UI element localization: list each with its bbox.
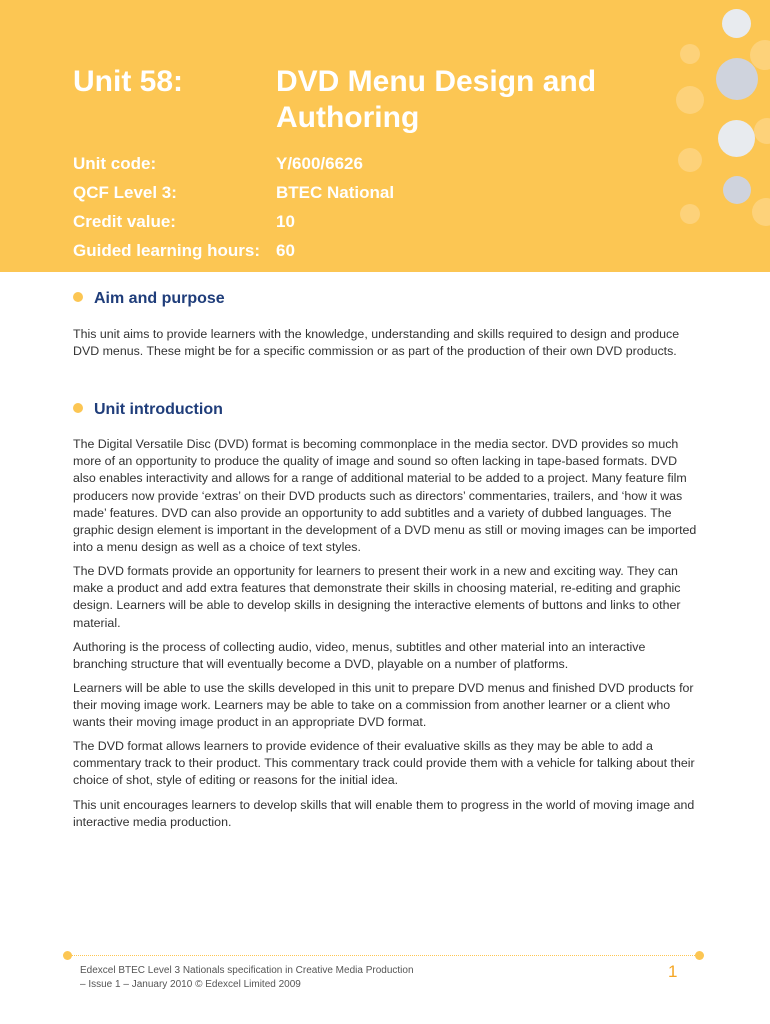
unit-code-row — [73, 153, 363, 175]
unit-label: Unit 58: — [73, 65, 184, 98]
aim-paragraph: This unit aims to provide learners with the knowledge, understanding and skills required to design and produce DVD menus. These might be for a specific commission or as part of the production of their own DVD products. — [73, 327, 680, 359]
intro-paragraph: Learners will be able to use the skills developed in this unit to prepare DVD menus and finished DVD products for their moving image work. Learners may be able to take on a commission from another learner or a client who wants their moving image product in an appropriate DVD format. — [73, 681, 694, 730]
info-label: Unit code: — [73, 154, 157, 173]
page-number: 1 — [668, 962, 678, 981]
header-band — [0, 0, 770, 272]
intro-paragraph: The DVD format allows learners to provide evidence of their evaluative skills as they may be able to add a commentary track to their product. This commentary track could provide them with a vehicle for talking about their choice of shot, style of editing or reasons for the initial idea. — [73, 739, 695, 788]
info-label: Guided learning hours: — [73, 241, 261, 260]
info-value: 60 — [276, 241, 295, 260]
decorative-circle — [716, 58, 758, 100]
decorative-circle — [722, 9, 751, 38]
intro-paragraph: This unit encourages learners to develop skills that will enable them to progress in the world of moving image and interactive media production. — [73, 798, 695, 830]
intro-paragraph: The DVD formats provide an opportunity for learners to present their work in a new and exciting way. They can make a product and add extra features that demonstrate their skills in choosing material, re-editing and graphic design. Learners will be able to develop skills in designing the interactive elements of buttons and links to other material. — [73, 564, 681, 630]
footer-citation — [80, 964, 414, 992]
info-value: 10 — [276, 212, 295, 231]
footer-divider — [67, 955, 699, 956]
intro-heading: Unit introduction — [73, 400, 223, 420]
guided-learning-hours-row — [73, 240, 295, 262]
intro-paragraph: Authoring is the process of collecting audio, video, menus, subtitles and other material into an interactive branching structure that will eventually become a DVD, playable on a number of platforms. — [73, 640, 646, 672]
decorative-circle — [754, 118, 770, 144]
decorative-circle — [678, 148, 702, 172]
footer-line-1: Edexcel BTEC Level 3 Nationals specification in Creative Media Production — [80, 965, 414, 976]
aim-heading: Aim and purpose — [73, 289, 225, 309]
intro-paragraph: The Digital Versatile Disc (DVD) format is becoming commonplace in the media sector. DVD provides so much more of an opportunity to produce the quality of image and sound so often lacking in tape-based formats. DVD also enables interactivity and allows for a range of additional material to be added to a project. Many feature film producers now provide ‘extras’ on their DVD products such as directors’ commentaries, trailers, and ‘how it was made’ features. DVD can also provide an opportunity to add subtitles and a variety of dubbed languages. The graphic design element is important in the development of a DVD menu as still or moving images can be imported into a menu design as well as a choice of text styles. — [73, 437, 697, 555]
info-label: QCF Level 3: — [73, 183, 177, 202]
bullet-icon — [73, 292, 83, 302]
bullet-icon — [73, 403, 83, 413]
footer-dot — [695, 951, 704, 960]
qcf-level-row — [73, 182, 395, 204]
decorative-circle — [752, 198, 770, 226]
decorative-circle — [676, 86, 704, 114]
decorative-circle — [680, 44, 700, 64]
credit-value-row — [73, 211, 295, 233]
decorative-circle — [680, 204, 700, 224]
decorative-circle — [723, 176, 751, 204]
decorative-circle — [718, 120, 755, 157]
info-value: Y/600/6626 — [276, 154, 363, 173]
footer-line-2: – Issue 1 – January 2010 © Edexcel Limited 2009 — [80, 979, 301, 990]
unit-title: DVD Menu Design and Authoring — [276, 65, 597, 134]
info-label: Credit value: — [73, 212, 176, 231]
info-value: BTEC National — [276, 183, 395, 202]
